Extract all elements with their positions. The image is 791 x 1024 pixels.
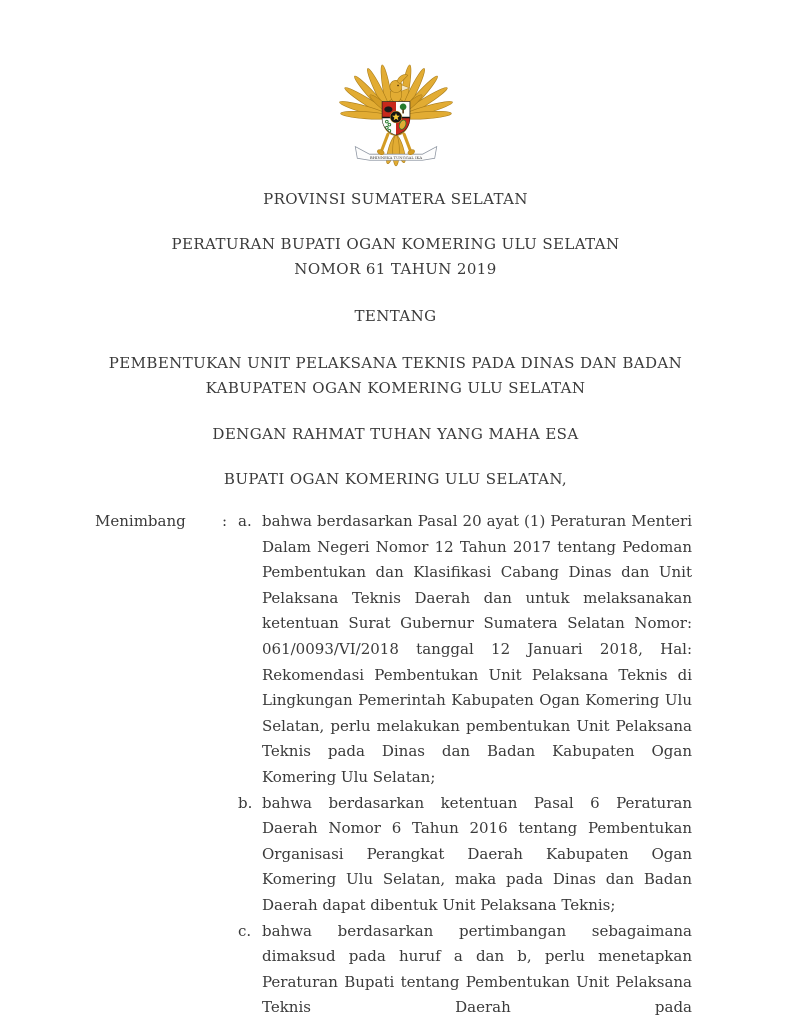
considering-items [238,509,692,1021]
shield-icon [382,102,409,135]
authority-line: BUPATI OGAN KOMERING ULU SELATAN, [223,470,568,488]
right-leg [404,134,411,151]
province-heading: PROVINSI SUMATERA SELATAN [263,190,528,208]
regulation-number: NOMOR 61 TAHUN 2019 [294,260,497,278]
considering-item-a [238,509,692,791]
item-letter: b. [238,793,253,812]
garuda-eye [397,85,399,87]
considering-item-c [238,919,692,1021]
subject-line-2: KABUPATEN OGAN KOMERING ULU SELATAN [205,379,586,397]
item-text: bahwa berdasarkan pertimbangan sebagaimana dimaksud pada huruf a dan b, perlu menetapkan Peraturan Bupati tentang Pembentukan Unit Pelaksana Teknis Daerah pada [262,921,692,1017]
regulation-title: PERATURAN BUPATI OGAN KOMERING ULU SELATAN [171,235,620,253]
subject-line-1: PEMBENTUKAN UNIT PELAKSANA TEKNIS PADA DINAS DAN BADAN [108,354,683,372]
bull-icon [384,106,392,112]
grace-line: DENGAN RAHMAT TUHAN YANG MAHA ESA [212,425,579,443]
considering-item-b [238,791,692,919]
tail-feathers [384,134,407,165]
garuda-pancasila-emblem [329,60,463,172]
item-text: bahwa berdasarkan Pasal 20 ayat (1) Peraturan Menteri Dalam Negeri Nomor 12 Tahun 2017 tentang Pedoman Pembentukan dan Klasifikasi Cabang Dinas dan Unit Pelaksana Teknis Daerah dan untuk melaksanakan ketentuan Surat Gubernur Sumatera Selatan Nomor: 061/0093/VI/2018 tanggal 12 Januari 2018, Hal: Rekomendasi Pembentukan Unit Pelaksana Teknis di Lingkungan Pemerintah Kabupaten Ogan Komering Ulu Selatan, perlu melakukan pembentukan Unit Pelaksana Teknis pada Dinas dan Badan Kabupaten Ogan Komering Ulu Selatan; [262,512,692,786]
motto-text: BHINNEKA TUNGGAL IKA [369,154,422,160]
item-letter: c. [238,921,252,940]
considering-label: Menimbang [95,512,186,530]
considering-section [95,509,692,1021]
about-label: TENTANG [354,307,437,325]
banyan-tree-icon [399,104,406,111]
item-letter: a. [238,512,252,530]
considering-colon: : [222,512,228,530]
item-text: bahwa berdasarkan ketentuan Pasal 6 Peraturan Daerah Nomor 6 Tahun 2016 tentang Pembentukan Organisasi Perangkat Daerah Kabupaten Ogan Komering Ulu Selatan, maka pada Dinas dan Badan Daerah dapat dibentuk Unit Pelaksana Teknis; [262,793,692,914]
left-leg [381,134,388,151]
garuda-emblem-graphic [329,60,463,172]
